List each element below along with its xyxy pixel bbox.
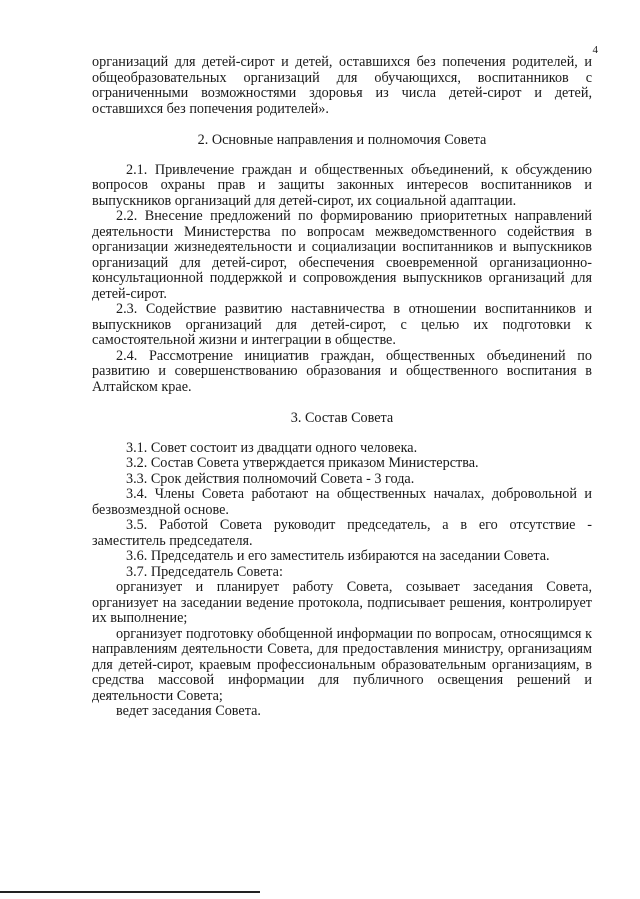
section-3-item: 3.5. Работой Совета руководит председатель, а в его отсутствие - заместитель председателя.	[92, 517, 592, 549]
section-2-item: 2.4. Рассмотрение инициатив граждан, общественных объединений по развитию и совершенствованию образования и общественного воспитания в Алтайском крае.	[92, 347, 592, 395]
section-3-item: 3.3. Срок действия полномочий Совета - 3 года.	[126, 470, 415, 487]
scan-edge-line	[0, 891, 260, 893]
section-3-item: 3.7. Председатель Совета:	[126, 563, 283, 580]
page-number: 4	[592, 44, 598, 56]
intro-paragraph: организаций для детей-сирот и детей, оставшихся без попечения родителей, и общеобразовательных организаций для обучающихся, воспитанников с ограниченными возможностями здоровья из числа детей-сирот и детей, оставшихся без попечения родителей».	[92, 54, 592, 117]
section-2-title: 2. Основные направления и полномочия Совета	[197, 132, 487, 148]
section-2-item: 2.1. Привлечение граждан и общественных объединений, к обсуждению вопросов охраны прав и защиты законных интересов воспитанников и выпускников организаций для детей-сирот, их социальной адаптации.	[92, 161, 592, 209]
document-body	[92, 55, 592, 720]
section-3-item: 3.2. Состав Совета утверждается приказом Министерства.	[126, 455, 479, 471]
chair-duty: организует и планирует работу Совета, созывает заседания Совета, организует на заседании ведение протокола, подписывает решения, контролирует их выполнение;	[92, 579, 592, 626]
chair-duty: организует подготовку обобщенной информации по вопросам, относящимся к направлениям деятельности Совета, для предоставления министру, организациям для детей-сирот, краевым профессиональным образовательным организациям, в средства массовой информации для публичного освещения решений и деятельности Совета;	[92, 625, 592, 704]
section-3-title: 3. Состав Совета	[290, 410, 394, 426]
section-2-item: 2.3. Содействие развитию наставничества в отношении воспитанников и выпускников организаций для детей-сирот, с целью их подготовки к самостоятельной жизни и интеграции в обществе.	[92, 301, 592, 348]
section-2-item: 2.2. Внесение предложений по формированию приоритетных направлений деятельности Министерства по вопросам межведомственного содействия в организации жизнедеятельности и социализации воспитанников и выпускников организаций для детей-сирот, обеспечения своевременной организационно-консультационной поддержкой и сопровождения выпускников организаций для детей-сирот.	[92, 208, 592, 302]
section-3-item: 3.4. Члены Совета работают на общественных началах, добровольной и безвозмездной основе.	[92, 486, 592, 518]
chair-duty: ведет заседания Совета.	[116, 703, 261, 719]
section-3-item: 3.1. Совет состоит из двадцати одного человека.	[126, 439, 418, 456]
section-3-item: 3.6. Председатель и его заместитель избираются на заседании Совета.	[126, 548, 550, 564]
